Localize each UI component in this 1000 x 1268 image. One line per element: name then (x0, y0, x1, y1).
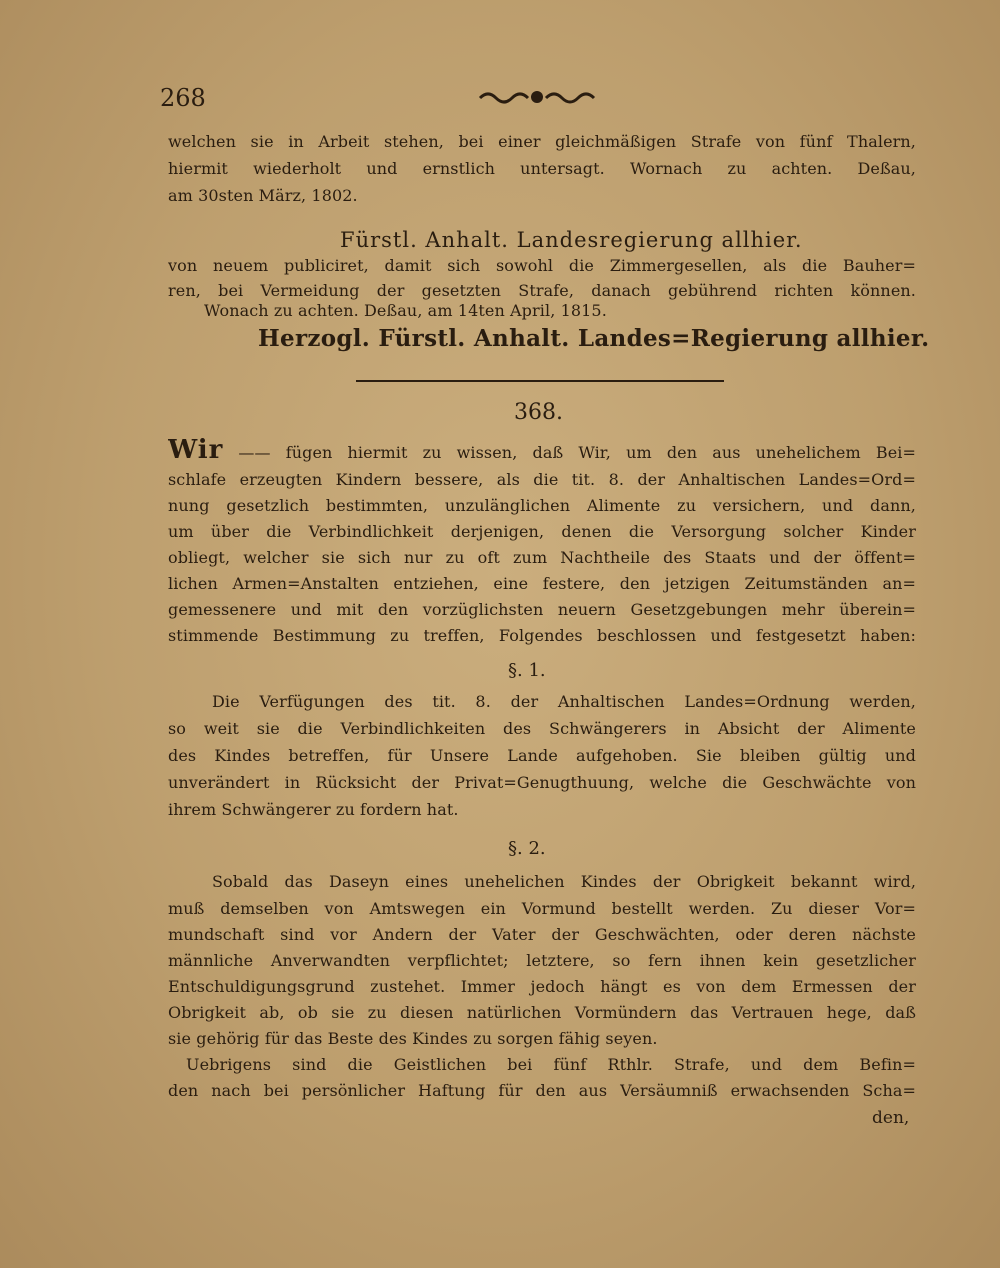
intro-first-word: Wir (168, 437, 224, 465)
text-line: sie gehörig für das Beste des Kindes zu sorgen fähig seyen. (168, 1029, 658, 1048)
text-line: des Kindes betreffen, für Unsere Lande aufgehoben. Sie bleiben gültig und (168, 746, 916, 765)
text-line: Wonach zu achten. Deßau, am 14ten April, 1815. (204, 301, 607, 320)
text-line: Entschuldigungsgrund zustehet. Immer jedoch hängt es von dem Ermessen der (168, 977, 916, 996)
text-line: um über die Verbindlichkeit derjenigen, denen die Versorgung solcher Kinder (168, 522, 916, 541)
text-line: ren, bei Vermeidung der gesetzten Strafe, danach gebührend richten können. (168, 281, 916, 300)
text-line: den nach bei persönlicher Haftung für den aus Versäumniß erwachsenden Scha= (168, 1081, 916, 1100)
text-line: Die Verfügungen des tit. 8. der Anhaltischen Landes=Ordnung werden, (212, 692, 916, 711)
text-line: Obrigkeit ab, ob sie zu diesen natürlichen Vormündern das Vertrauen hege, daß (168, 1003, 916, 1022)
signature-ducal-government: Herzogl. Fürstl. Anhalt. Landes=Regierung allhier. (258, 325, 930, 352)
text-line: Sobald das Daseyn eines unehelichen Kindes der Obrigkeit bekannt wird, (212, 872, 916, 891)
text-line: welchen sie in Arbeit stehen, bei einer gleichmäßigen Strafe von fünf Thalern, (168, 132, 916, 151)
signature-government: Fürstl. Anhalt. Landesregierung allhier. (340, 228, 803, 252)
text-line: am 30sten März, 1802. (168, 186, 358, 205)
text-line: männliche Anverwandten verpflichtet; letztere, so fern ihnen kein gesetzlicher (168, 951, 916, 970)
header-ornament-icon (478, 86, 596, 108)
text-line: muß demselben von Amtswegen ein Vormund bestellt werden. Zu dieser Vor= (168, 899, 916, 918)
text-line: von neuem publiciret, damit sich sowohl die Zimmergesellen, als die Bauher= (168, 256, 916, 275)
text-line: gemessenere und mit den vorzüglichsten neuern Gesetzgebungen mehr überein= (168, 600, 916, 619)
text-line: Uebrigens sind die Geistlichen bei fünf Rthlr. Strafe, und dem Befin= (186, 1055, 916, 1074)
text-line: lichen Armen=Anstalten entziehen, eine festere, den jetzigen Zeitumständen an= (168, 574, 916, 593)
text-line: hiermit wiederholt und ernstlich untersagt. Wornach zu achten. Deßau, (168, 159, 916, 178)
text-line: obliegt, welcher sie sich nur zu oft zum Nachtheile des Staats und der öffent= (168, 548, 916, 567)
intro-first-line (168, 437, 916, 465)
text-line: nung gesetzlich bestimmten, unzulänglichen Alimente zu versichern, und dann, (168, 496, 916, 515)
text-line: ihrem Schwängerer zu fordern hat. (168, 800, 459, 819)
text-line: mundschaft sind vor Andern der Vater der Geschwächten, oder deren nächste (168, 925, 916, 944)
page-number: 268 (160, 84, 206, 112)
ordinance-number: 368. (514, 400, 563, 425)
section-divider (356, 380, 724, 382)
section-1-heading: §. 1. (508, 660, 546, 681)
text-line: stimmende Bestimmung zu treffen, Folgendes beschlossen und festgesetzt haben: (168, 626, 916, 645)
intro-first-line-rest: —— fügen hiermit zu wissen, daß Wir, um den aus unehelichem Bei= (238, 443, 916, 462)
section-2-heading: §. 2. (508, 838, 546, 859)
catchword: den, (872, 1108, 910, 1128)
text-line: so weit sie die Verbindlichkeiten des Schwängerers in Absicht der Alimente (168, 719, 916, 738)
text-line: schlafe erzeugten Kindern bessere, als die tit. 8. der Anhaltischen Landes=Ord= (168, 470, 916, 489)
text-line: unverändert in Rücksicht der Privat=Genugthuung, welche die Geschwächte von (168, 773, 916, 792)
